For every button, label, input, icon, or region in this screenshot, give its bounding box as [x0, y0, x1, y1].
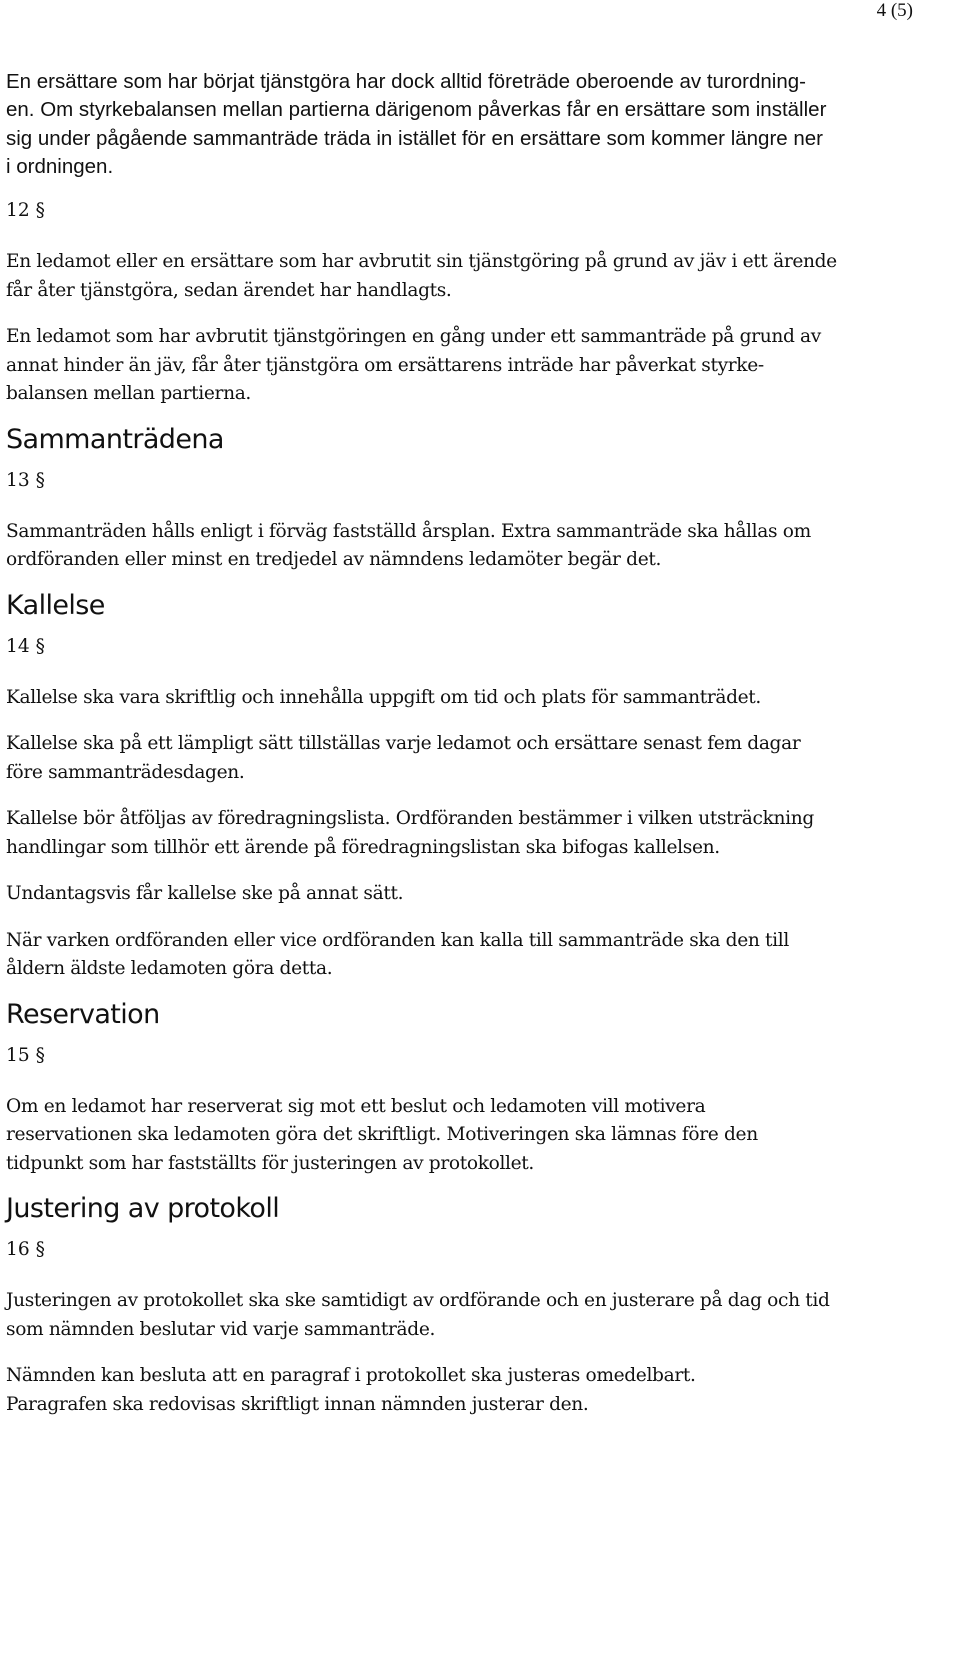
- section-sammantradena: [6, 423, 926, 575]
- section-heading: Reservation: [6, 998, 160, 1030]
- body-paragraph: Sammanträden hålls enligt i förväg fastställd årsplan. Extra sammanträde ska hållas om ordföranden eller minst en tredjedel av nämndens ledamöter begär det.: [6, 520, 811, 571]
- section-heading: Sammanträdena: [6, 423, 224, 455]
- section-12: [6, 197, 926, 409]
- section-reservation: [6, 998, 926, 1179]
- document-body: [6, 68, 926, 1437]
- paragraph-number: 12 §: [6, 200, 45, 222]
- paragraph-number: 16 §: [6, 1239, 45, 1261]
- section-justering: [6, 1192, 926, 1419]
- body-paragraph: När varken ordföranden eller vice ordföranden kan kalla till sammanträde ska den till åldern äldste ledamoten göra detta.: [6, 929, 789, 980]
- body-paragraph: Nämnden kan besluta att en paragraf i protokollet ska justeras omedelbart. Paragrafen ska redovisas skriftligt innan nämnden justerar den.: [6, 1365, 696, 1415]
- paragraph-number: 14 §: [6, 635, 45, 657]
- page-number: 4 (5): [876, 0, 913, 21]
- body-paragraph: Om en ledamot har reserverat sig mot ett beslut och ledamoten vill motivera reservationen ska ledamoten göra det skriftligt. Motiveringen ska lämnas före den tidpunkt som har fastställts för justeringen av protokollet.: [6, 1095, 758, 1174]
- section-heading: Justering av protokoll: [6, 1193, 280, 1225]
- paragraph-number: 15 §: [6, 1044, 45, 1066]
- body-paragraph: Justeringen av protokollet ska ske samtidigt av ordförande och en justerare på dag och tid som nämnden beslutar vid varje sammanträde.: [6, 1290, 830, 1340]
- body-paragraph: En ledamot som har avbrutit tjänstgöringen en gång under ett sammanträde på grund av annat hinder än jäv, får åter tjänstgöra om ersättarens inträde har påverkat styrke- balansen mellan partierna.: [6, 326, 821, 405]
- body-paragraph: En ledamot eller en ersättare som har avbrutit sin tjänstgöring på grund av jäv i ett ärende får åter tjänstgöra, sedan ärendet har handlagts.: [6, 251, 837, 301]
- section-kallelse: [6, 589, 926, 984]
- body-paragraph: Kallelse bör åtföljas av föredragningslista. Ordföranden bestämmer i vilken utsträckning handlingar som tillhör ett ärende på föredragningslistan ska bifogas kallelsen.: [6, 808, 814, 858]
- intro-paragraph: En ersättare som har börjat tjänstgöra har dock alltid företräde oberoende av turordning- en. Om styrkebalansen mellan partierna därigenom påverkas får en ersättare som inställer sig under pågående sammanträde träda in istället för en ersättare som kommer längre ner i ordningen.: [6, 70, 827, 178]
- body-paragraph: Kallelse ska på ett lämpligt sätt tillställas varje ledamot och ersättare senast fem dagar före sammanträdesdagen.: [6, 733, 801, 783]
- body-paragraph: Kallelse ska vara skriftlig och innehålla uppgift om tid och plats för sammanträdet.: [6, 686, 761, 708]
- paragraph-number: 13 §: [6, 469, 45, 491]
- body-paragraph: Undantagsvis får kallelse ske på annat sätt.: [6, 883, 404, 905]
- section-heading: Kallelse: [6, 589, 105, 621]
